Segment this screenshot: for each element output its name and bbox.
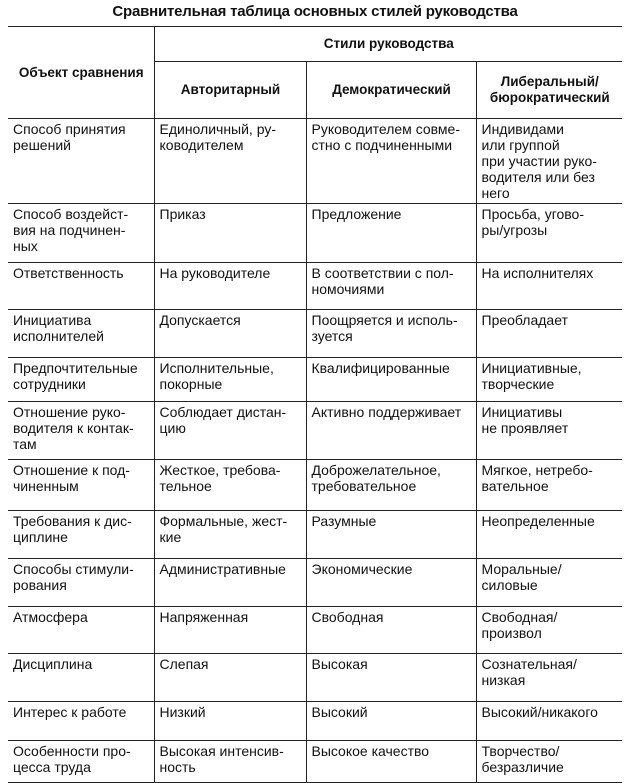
table-cell: Жесткое, требова- тельное bbox=[154, 460, 306, 511]
table-cell: Инициативные, творческие bbox=[476, 358, 622, 402]
table-body bbox=[8, 119, 622, 783]
table-cell: Преобладает bbox=[476, 310, 622, 358]
table-cell: Соблюдает дистан- цию bbox=[154, 402, 306, 460]
table-row bbox=[8, 263, 622, 310]
row-criterion: Способ принятия решений bbox=[8, 119, 154, 204]
header-group bbox=[154, 27, 622, 62]
table-cell: Низкий bbox=[154, 702, 306, 741]
table-cell: Экономические bbox=[306, 559, 476, 607]
table-cell: На исполнителях bbox=[476, 263, 622, 310]
table-row bbox=[8, 741, 622, 783]
table-row bbox=[8, 204, 622, 263]
row-criterion: Ответственность bbox=[8, 263, 154, 310]
table-cell: Высокая интенсив- ность bbox=[154, 741, 306, 783]
header-style-liberal: Либеральный/ бюрократический bbox=[476, 62, 622, 119]
header-style-authoritarian: Авторитарный bbox=[154, 62, 306, 119]
table-cell: Инициативы не проявляет bbox=[476, 402, 622, 460]
table-cell: Формальные, жест- кие bbox=[154, 511, 306, 559]
row-criterion: Отношение к под- чиненным bbox=[8, 460, 154, 511]
table-row bbox=[8, 654, 622, 702]
table-cell: Моральные/ силовые bbox=[476, 559, 622, 607]
table-row bbox=[8, 511, 622, 559]
table-cell: Высокая bbox=[306, 654, 476, 702]
table-row bbox=[8, 119, 622, 204]
table-cell: Высокий/никакого bbox=[476, 702, 622, 741]
table-cell: Квалифицированные bbox=[306, 358, 476, 402]
table-cell: Слепая bbox=[154, 654, 306, 702]
row-criterion: Отношение руко- водителя к контак- там bbox=[8, 402, 154, 460]
row-criterion: Атмосфера bbox=[8, 607, 154, 654]
table-cell: Высокий bbox=[306, 702, 476, 741]
table-cell: Единоличный, ру- ководителем bbox=[154, 119, 306, 204]
table-cell: Предложение bbox=[306, 204, 476, 263]
header-style-democratic: Демократический bbox=[306, 62, 476, 119]
row-criterion: Способ воздейст- вия на подчинен- ных bbox=[8, 204, 154, 263]
table-row bbox=[8, 460, 622, 511]
header-object-label: Объект сравнения bbox=[18, 64, 144, 80]
row-criterion: Предпочтительные сотрудники bbox=[8, 358, 154, 402]
table-row bbox=[8, 702, 622, 741]
table-cell: В соответствии с пол- номочиями bbox=[306, 263, 476, 310]
table-cell: Руководителем совме- стно с подчиненными bbox=[306, 119, 476, 204]
table-row bbox=[8, 559, 622, 607]
table-cell: Разумные bbox=[306, 511, 476, 559]
table-cell: На руководителе bbox=[154, 263, 306, 310]
row-criterion: Интерес к работе bbox=[8, 702, 154, 741]
header-object bbox=[8, 27, 154, 119]
table-row bbox=[8, 402, 622, 460]
table-cell: Поощряется и исполь- зуется bbox=[306, 310, 476, 358]
table-row bbox=[8, 607, 622, 654]
table-cell: Доброжелательное, требовательное bbox=[306, 460, 476, 511]
table-title: Сравнительная таблица основных стилей руководства bbox=[112, 3, 518, 20]
table-cell: Свободная/ произвол bbox=[476, 607, 622, 654]
table-cell: Высокое качество bbox=[306, 741, 476, 783]
table-cell: Творчество/ безразличие bbox=[476, 741, 622, 783]
row-criterion: Требования к дис- циплине bbox=[8, 511, 154, 559]
row-criterion: Особенности про- цесса труда bbox=[8, 741, 154, 783]
table-cell: Приказ bbox=[154, 204, 306, 263]
table-cell: Административные bbox=[154, 559, 306, 607]
table-row bbox=[8, 358, 622, 402]
comparison-table bbox=[8, 26, 622, 783]
table-cell: Исполнительные, покорные bbox=[154, 358, 306, 402]
row-criterion: Способы стимули- рования bbox=[8, 559, 154, 607]
table-cell: Индивидами или группой при участии руко- водителя или без него bbox=[476, 119, 622, 204]
table-cell: Напряженная bbox=[154, 607, 306, 654]
table-cell: Активно поддерживает bbox=[306, 402, 476, 460]
row-criterion: Инициатива исполнителей bbox=[8, 310, 154, 358]
table-row bbox=[8, 310, 622, 358]
table-cell: Сознательная/ низкая bbox=[476, 654, 622, 702]
header-group-label: Стили руководства bbox=[323, 36, 454, 51]
table-cell: Свободная bbox=[306, 607, 476, 654]
table-cell: Допускается bbox=[154, 310, 306, 358]
row-criterion: Дисциплина bbox=[8, 654, 154, 702]
table-cell: Неопределенные bbox=[476, 511, 622, 559]
table-cell: Просьба, угово- ры/угрозы bbox=[476, 204, 622, 263]
table-cell: Мягкое, нетребо- вательное bbox=[476, 460, 622, 511]
